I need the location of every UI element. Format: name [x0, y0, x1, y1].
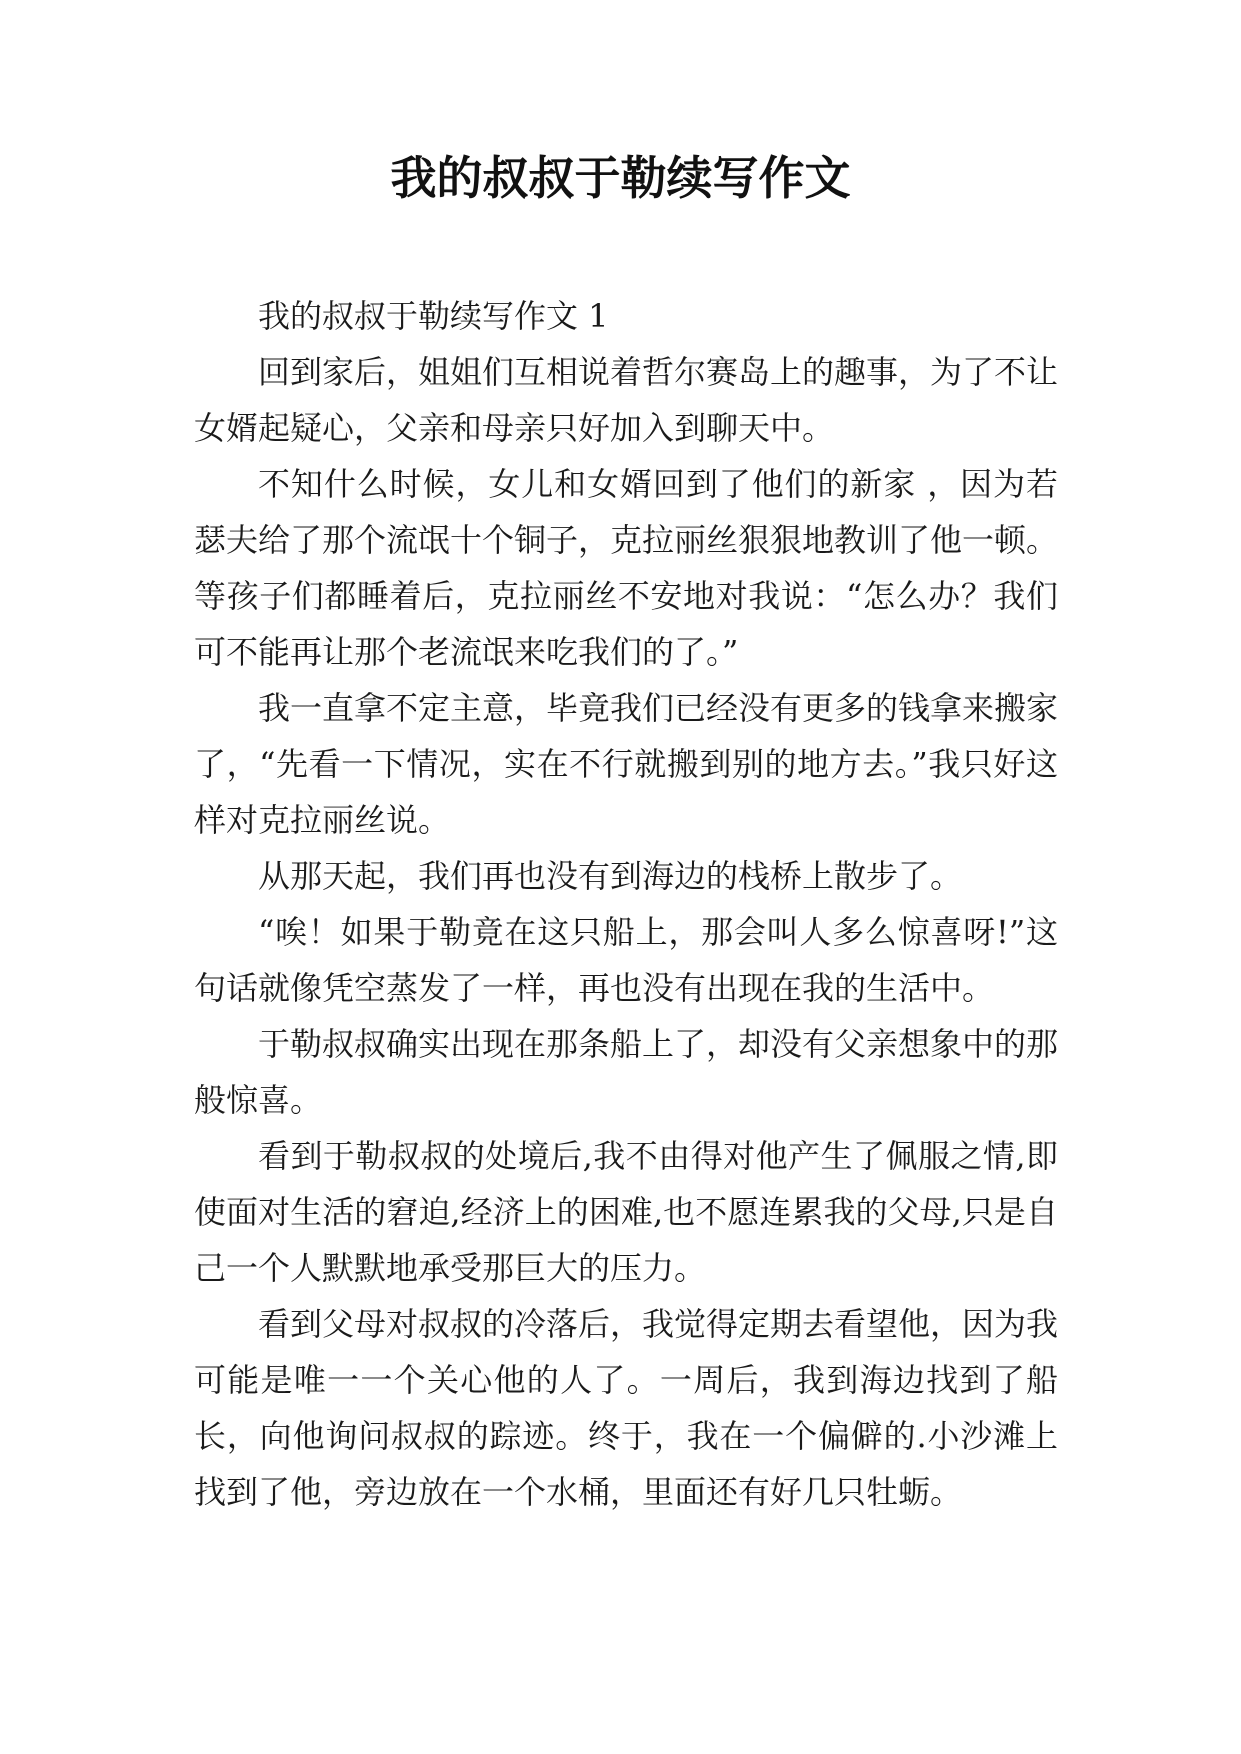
paragraph: 我一直拿不定主意，毕竟我们已经没有更多的钱拿来搬家了，“先看一下情况，实在不行就搬到别的地方去。”我只好这样对克拉丽丝说。 [194, 689, 1059, 839]
paragraph: “唉！如果于勒竟在这只船上，那会叫人多么惊喜呀!”这句话就像凭空蒸发了一样，再也没有出现在我的生活中。 [194, 913, 1058, 1007]
paragraph: 看到于勒叔叔的处境后,我不由得对他产生了佩服之情,即使面对生活的窘迫,经济上的困难,也不愿连累我的父母,只是自己一个人默默地承受那巨大的压力。 [194, 1137, 1058, 1287]
paragraph: 看到父母对叔叔的冷落后，我觉得定期去看望他，因为我可能是唯一一个关心他的人了。一周后，我到海边找到了船长，向他询问叔叔的踪迹。终于，我在一个偏僻的.小沙滩上找到了他，旁边放在一个水桶，里面还有好几只牡蛎。 [194, 1305, 1059, 1511]
document-title: 我的叔叔于勒续写作文 [390, 151, 851, 205]
paragraph: 回到家后，姐姐们互相说着哲尔赛岛上的趣事，为了不让女婿起疑心，父亲和母亲只好加入到聊天中。 [194, 353, 1059, 447]
paragraph: 不知什么时候，女儿和女婿回到了他们的新家 ，因为若瑟夫给了那个流氓十个铜子，克拉丽丝狠狠地教训了他一顿。等孩子们都睡着后，克拉丽丝不安地对我说：“怎么办？我们可不能再让那个老流氓来吃我们的了。” [194, 465, 1059, 671]
paragraph: 于勒叔叔确实出现在那条船上了，却没有父亲想象中的那般惊喜。 [194, 1025, 1059, 1119]
paragraph: 从那天起，我们再也没有到海边的栈桥上散步了。 [258, 857, 963, 895]
document-body [194, 288, 1058, 1520]
subtitle-paragraph: 我的叔叔于勒续写作文 1 [258, 297, 609, 335]
